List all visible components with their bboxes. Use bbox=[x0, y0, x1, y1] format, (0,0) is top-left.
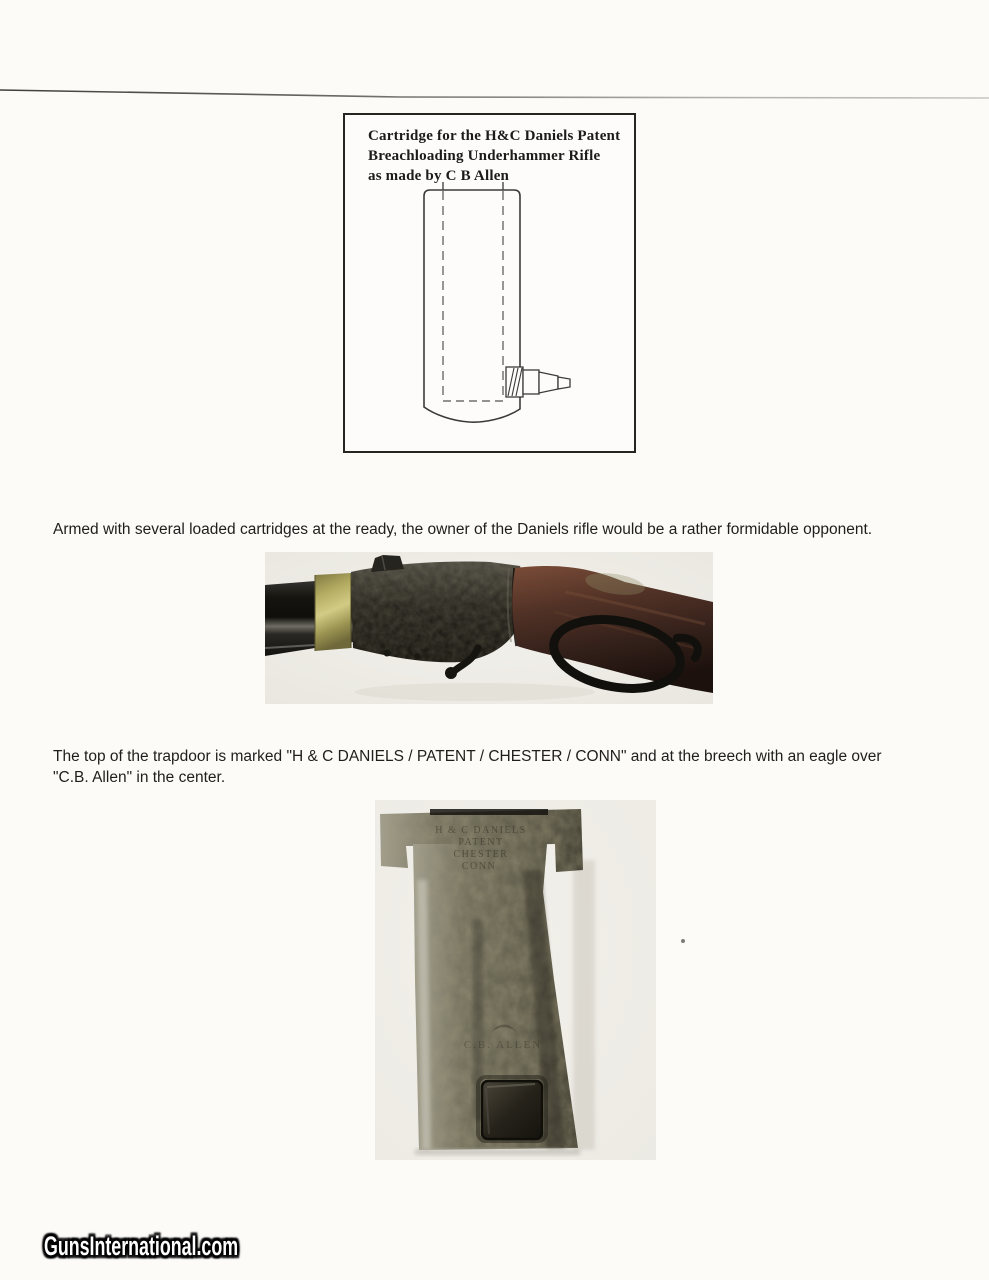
gunsinternational-watermark: GunsInternational.com bbox=[44, 1231, 239, 1261]
paragraph-trapdoor-line-1: The top of the trapdoor is marked "H & C DANIELS / PATENT / CHESTER / CONN" and at the breech with an eagle over bbox=[53, 748, 882, 765]
diagram-title-line-1: Cartridge for the H&C Daniels Patent bbox=[368, 128, 621, 144]
stamp-line-1: H & C DANIELS bbox=[435, 825, 527, 836]
scan-speck bbox=[681, 939, 685, 943]
diagram-title-line-3: as made by C B Allen bbox=[368, 168, 510, 184]
stamp-line-4: CONN bbox=[461, 861, 497, 872]
paragraph-trapdoor-line-2: "C.B. Allen" in the center. bbox=[53, 769, 226, 786]
paragraph-trapdoor bbox=[53, 746, 943, 788]
cartridge-line-drawing bbox=[345, 115, 634, 451]
stamp-line-3: CHESTER bbox=[453, 849, 509, 860]
trapdoor-photo bbox=[375, 800, 656, 1160]
cartridge-diagram-box bbox=[343, 113, 636, 453]
scan-artifact-line bbox=[0, 0, 989, 120]
stamp-line-2: PATENT bbox=[458, 837, 504, 848]
diagram-title-line-2: Breachloading Underhammer Rifle bbox=[368, 148, 601, 164]
paragraph-cartridges: Armed with several loaded cartridges at the ready, the owner of the Daniels rifle would be a rather formidable opponent. bbox=[53, 520, 873, 538]
maker-stamp: C.B. ALLEN bbox=[463, 1039, 543, 1051]
rifle-action-photo bbox=[265, 552, 713, 704]
